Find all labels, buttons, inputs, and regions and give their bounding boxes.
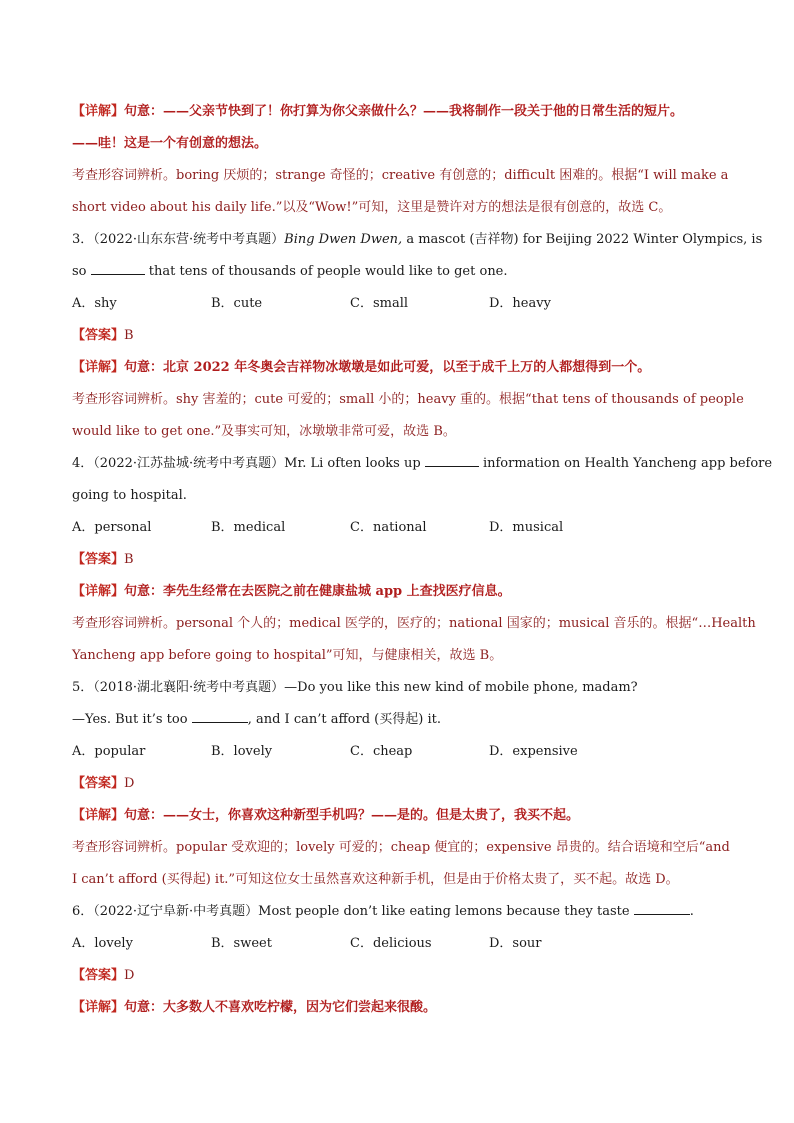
question-5 — [72, 672, 724, 704]
analysis-line: 考查形容词辨析。shy 害羞的；cute 可爱的；small 小的；heavy 重的。根据“that tens of thousands of people — [72, 392, 744, 407]
option-c: C．national — [350, 520, 427, 535]
detail-text: 句意：北京 2022 年冬奥会吉祥物冰墩墩是如此可爱，以至于成千上万的人都想得到一个。 — [124, 360, 651, 375]
question-4 — [72, 448, 773, 480]
answer-line — [72, 768, 724, 800]
option-d: D．expensive — [489, 744, 578, 759]
options-row — [72, 736, 724, 768]
detail-text: ——哇！这是一个有创意的想法。 — [72, 136, 268, 151]
question-text: so — [72, 264, 87, 279]
question-source: （2022·山东东营·统考中考真题） — [93, 232, 285, 247]
option-b: B．sweet — [211, 936, 272, 951]
question-number: 4． — [72, 456, 94, 471]
analysis-line: short video about his daily life.”以及“Wow!”可知，这里是赞许对方的想法是很有创意的，故选 C。 — [72, 200, 672, 215]
question-source: （2022·辽宁阜新·中考真题） — [93, 904, 259, 919]
detail-line — [72, 128, 724, 160]
question-6 — [72, 896, 724, 928]
answer-value: D — [124, 776, 135, 791]
option-c: C．delicious — [350, 936, 432, 951]
question-text: that tens of thousands of people would like to get one. — [144, 264, 508, 279]
analysis-line: 考查形容词辨析。personal 个人的；medical 医学的，医疗的；national 国家的；musical 音乐的。根据“…Health — [72, 616, 756, 631]
option-d: D．musical — [489, 520, 564, 535]
question-5-cont — [72, 704, 724, 736]
question-source: （2018·湖北襄阳·统考中考真题） — [93, 680, 285, 695]
question-source: （2022·江苏盐城·统考中考真题） — [93, 456, 285, 471]
detail-line — [72, 800, 724, 832]
answer-blank — [91, 262, 145, 275]
question-italic: Bing Dwen Dwen, — [284, 232, 403, 247]
question-text: Mr. Li often looks up — [284, 456, 421, 471]
option-d: D．heavy — [489, 296, 551, 311]
answer-line — [72, 960, 724, 992]
answer-label: 【答案】 — [72, 968, 125, 983]
question-text: Most people don’t like eating lemons because they taste — [258, 904, 630, 919]
option-b: B．cute — [211, 296, 263, 311]
option-c: C．cheap — [350, 744, 413, 759]
answer-line — [72, 320, 724, 352]
question-text: going to hospital. — [72, 488, 187, 503]
question-number: 5． — [72, 680, 94, 695]
answer-blank — [425, 454, 479, 467]
detail-line — [72, 352, 724, 384]
options-row — [72, 288, 724, 320]
options-row — [72, 928, 724, 960]
answer-label: 【答案】 — [72, 552, 125, 567]
option-a: A．popular — [72, 744, 146, 759]
options-row — [72, 512, 724, 544]
detail-label: 【详解】 — [72, 1000, 125, 1015]
detail-line — [72, 992, 724, 1024]
analysis-line: 考查形容词辨析。boring 厌烦的；strange 奇怪的；creative 有创意的；difficult 困难的。根据“I will make a — [72, 168, 729, 183]
document-page — [72, 96, 773, 1024]
question-3 — [72, 224, 763, 256]
detail-label: 【详解】 — [72, 360, 125, 375]
detail-line — [72, 96, 724, 128]
analysis-line: 考查形容词辨析。popular 受欢迎的；lovely 可爱的；cheap 便宜的；expensive 昂贵的。结合语境和空后“and — [72, 840, 730, 855]
question-3-cont — [72, 256, 724, 288]
detail-label: 【详解】 — [72, 584, 125, 599]
answer-value: B — [124, 328, 134, 343]
analysis-line: Yancheng app before going to hospital”可知，与健康相关，故选 B。 — [72, 648, 503, 663]
option-c: C．small — [350, 296, 409, 311]
answer-blank — [634, 902, 690, 915]
answer-label: 【答案】 — [72, 328, 125, 343]
question-text: —Do you like this new kind of mobile phone, madam? — [284, 680, 638, 695]
detail-label: 【详解】 — [72, 808, 125, 823]
option-a: A．shy — [72, 296, 117, 311]
answer-line — [72, 544, 724, 576]
detail-text: 句意：李先生经常在去医院之前在健康盐城 app 上查找医疗信息。 — [124, 584, 511, 599]
detail-text: 句意：——父亲节快到了！你打算为你父亲做什么？——我将制作一段关于他的日常生活的短片。 — [124, 104, 684, 119]
answer-value: B — [124, 552, 134, 567]
analysis-line: I can’t afford (买得起) it.”可知这位女士虽然喜欢这种新手机，但是由于价格太贵了，买不起。故选 D。 — [72, 872, 679, 887]
question-4-cont — [72, 480, 724, 512]
option-a: A．lovely — [72, 936, 133, 951]
option-b: B．lovely — [211, 744, 273, 759]
question-text: . — [689, 904, 694, 919]
question-text: information on Health Yancheng app before — [478, 456, 773, 471]
question-text: , and I can’t afford (买得起) it. — [247, 712, 441, 727]
detail-text: 句意：大多数人不喜欢吃柠檬，因为它们尝起来很酸。 — [124, 1000, 437, 1015]
option-a: A．personal — [72, 520, 152, 535]
detail-text: 句意：——女士，你喜欢这种新型手机吗？——是的。但是太贵了，我买不起。 — [124, 808, 580, 823]
option-d: D．sour — [489, 936, 542, 951]
answer-blank — [192, 710, 248, 723]
question-number: 6． — [72, 904, 94, 919]
analysis-line: would like to get one.”及事实可知，冰墩墩非常可爱，故选 B。 — [72, 424, 456, 439]
answer-value: D — [124, 968, 135, 983]
question-text: a mascot (吉祥物) for Beijing 2022 Winter Olympics, is — [402, 232, 763, 247]
detail-label: 【详解】 — [72, 104, 125, 119]
option-b: B．medical — [211, 520, 286, 535]
question-number: 3． — [72, 232, 94, 247]
question-text: —Yes. But it’s too — [72, 712, 188, 727]
answer-label: 【答案】 — [72, 776, 125, 791]
detail-line — [72, 576, 724, 608]
